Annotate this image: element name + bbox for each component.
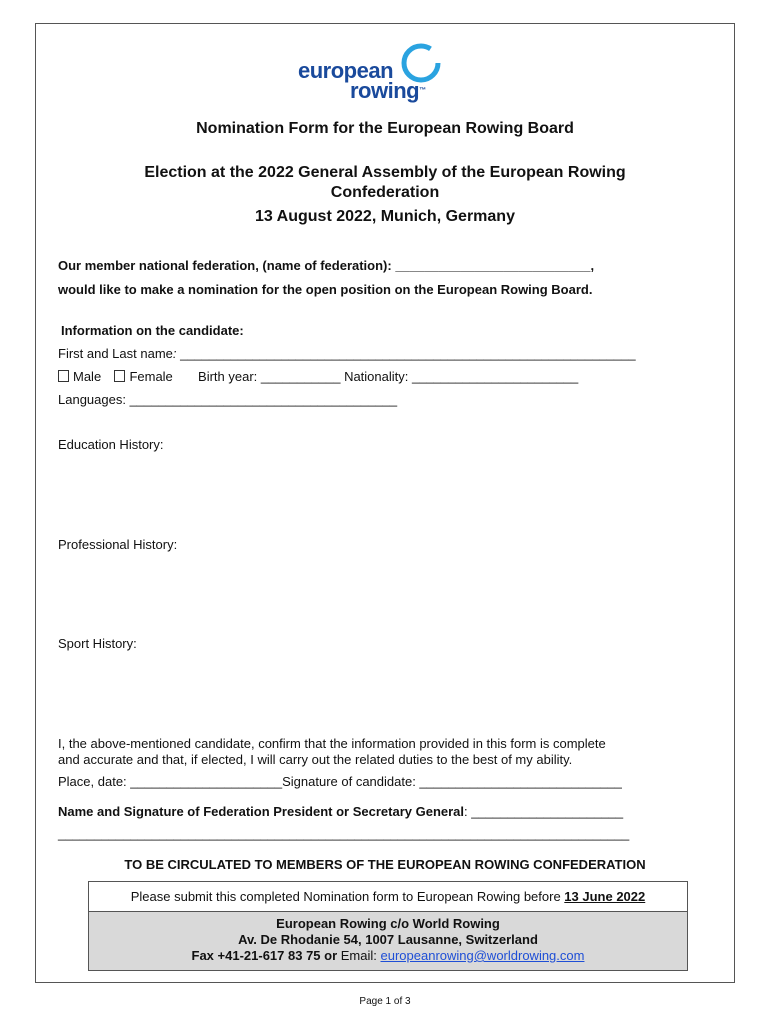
subtitle-line-1: Election at the 2022 General Assembly of the European Rowing (144, 164, 626, 181)
submission-box (88, 881, 688, 971)
candidate-name-field[interactable] (58, 346, 636, 361)
nomination-statement: would like to make a nomination for the open position on the European Rowing Board. (58, 282, 593, 297)
candidate-signature-field[interactable]: Signature of candidate: ____________________________ (282, 774, 622, 789)
birth-year-field[interactable]: Birth year: ___________ (198, 369, 341, 384)
professional-history-label: Professional History: (58, 537, 178, 552)
place-signature-row (58, 774, 622, 789)
contact-address: Av. De Rhodanie 54, 1007 Lausanne, Switzerland (238, 932, 538, 947)
submission-instruction (89, 882, 687, 912)
gender-birth-nationality-row (58, 369, 578, 384)
logo-tm: ™ (419, 87, 426, 94)
federation-signature-blank: : _____________________ (464, 804, 624, 819)
subtitle-line-2: Confederation (330, 184, 440, 201)
logo-rowing-text: rowing (350, 78, 420, 103)
place-date-field[interactable]: Place, date: _____________________ (58, 774, 283, 789)
european-rowing-logo (298, 40, 448, 106)
nationality-field[interactable]: Nationality: _______________________ (344, 369, 579, 384)
federation-signature-field[interactable] (58, 804, 623, 819)
sport-history-label: Sport History: (58, 636, 137, 651)
page-number: Page 1 of 3 (359, 996, 411, 1007)
male-label: Male (73, 369, 102, 384)
candidate-info-heading: Information on the candidate: (61, 323, 244, 338)
languages-field[interactable]: Languages: _____________________________________ (58, 392, 398, 407)
federation-signature-line-2[interactable]: _______________________________________________________________________________ (58, 826, 630, 841)
contact-organization: European Rowing c/o World Rowing (276, 916, 500, 931)
male-checkbox[interactable] (58, 370, 69, 382)
federation-signature-label: Name and Signature of Federation President or Secretary General (58, 804, 465, 819)
female-label: Female (129, 369, 173, 384)
logo-word-rowing (350, 80, 426, 102)
email-label: Email: (340, 948, 381, 963)
submit-text: Please submit this completed Nomination form to European Rowing before (130, 889, 565, 904)
circulation-notice: TO BE CIRCULATED TO MEMBERS OF THE EUROPEAN ROWING CONFEDERATION (124, 857, 646, 872)
submission-deadline: 13 June 2022 (564, 889, 646, 904)
contact-address-block (89, 912, 687, 970)
declaration-line-2: and accurate and that, if elected, I will carry out the related duties to the best of my ability. (58, 752, 573, 767)
candidate-declaration (58, 736, 678, 768)
name-label: First and Last name (58, 346, 173, 361)
federation-name-field[interactable]: Our member national federation, (name of federation): ___________________________, (58, 258, 595, 273)
contact-fax-email (89, 948, 687, 964)
name-colon: : (172, 346, 177, 361)
form-subtitle (35, 163, 735, 203)
contact-fax: Fax +41-21-617 83 75 or (191, 948, 341, 963)
name-blank: _______________________________________________________________ (176, 346, 636, 361)
education-history-label: Education History: (58, 437, 164, 452)
form-title: Nomination Form for the European Rowing Board (196, 120, 574, 137)
event-date-location: 13 August 2022, Munich, Germany (255, 208, 515, 225)
contact-email-link[interactable]: europeanrowing@worldrowing.com (380, 948, 585, 963)
logo-word-european: european (298, 58, 394, 83)
declaration-line-1: I, the above-mentioned candidate, confirm that the information provided in this form is complete (58, 736, 606, 751)
female-checkbox[interactable] (114, 370, 125, 382)
